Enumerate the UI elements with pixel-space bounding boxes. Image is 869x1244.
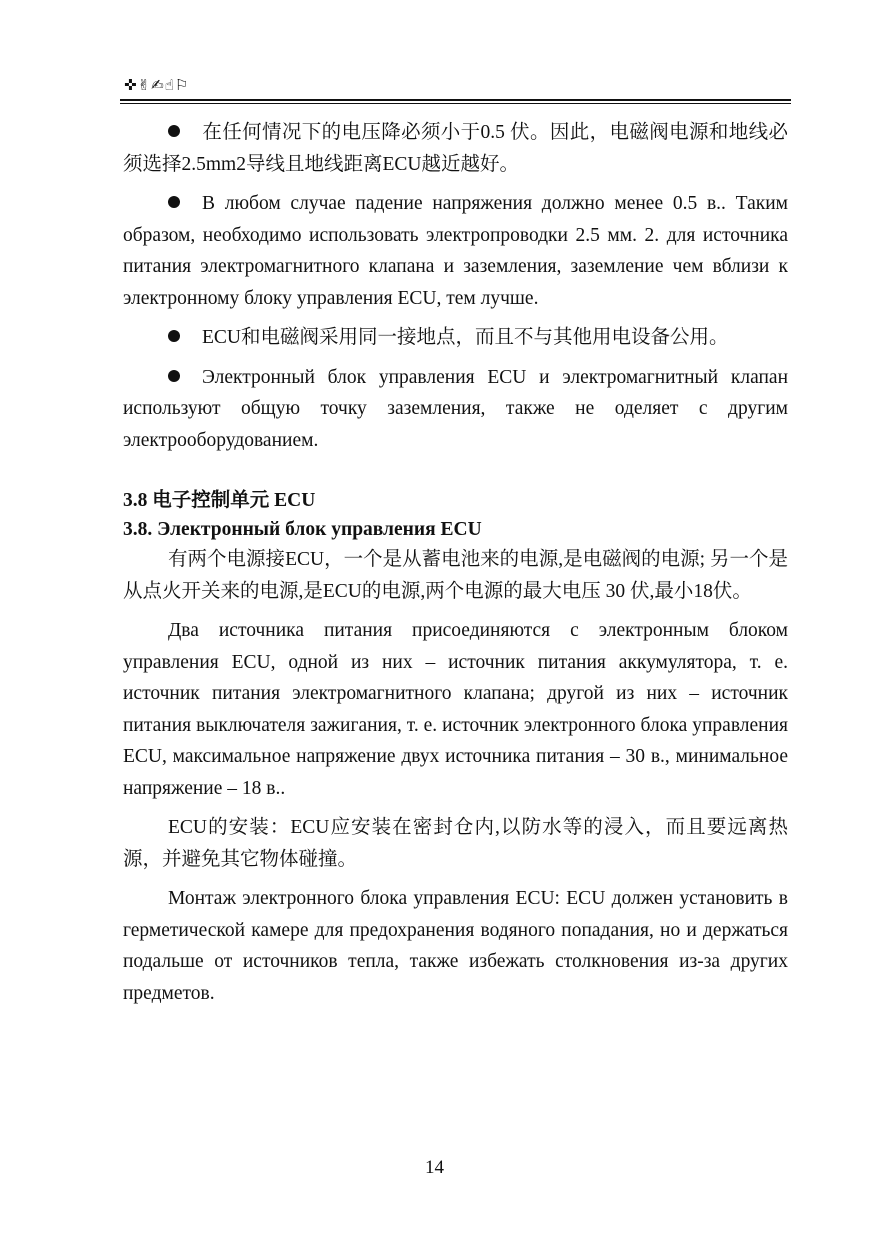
section-heading-ru: 3.8. Электронный блок управления ECU — [123, 519, 482, 540]
bullet-item — [123, 362, 788, 457]
bullet-item — [123, 117, 788, 180]
body-paragraph: ECU的安装：ECU应安装在密封仓内,以防水等的浸入，而且要远离热源，并避免其它物体碰撞。 — [123, 817, 788, 870]
bullet-paragraph — [123, 322, 788, 354]
header-rule-thick-line — [120, 99, 791, 101]
header-wingdings-icons: ✜✌✍☝⚐ — [124, 76, 190, 94]
bullet-dot-icon — [168, 125, 180, 137]
bullet-item — [123, 188, 788, 314]
page-number: 14 — [425, 1157, 444, 1178]
body-paragraph: Монтаж электронного блока управления ECU: ECU должен установить в герметической камере для предохранения водяного попадания, но и держаться подальше от источников тепла, также избежать столкновения из-за других предметов. — [123, 888, 788, 1004]
header-rule-thin-line — [120, 103, 791, 104]
bullet-paragraph — [123, 117, 788, 180]
bullet-paragraph — [123, 362, 788, 457]
section-spacer — [123, 464, 788, 486]
bullet-text: ECU和电磁阀采用同一接地点，而且不与其他用电设备公用。 — [202, 327, 729, 348]
bullet-dot-icon — [168, 370, 180, 382]
bullet-item — [123, 322, 788, 354]
bullet-text: Электронный блок управления ECU и электромагнитный клапан используют общую точку заземления, также не оделяет с другим электрооборудованием. — [123, 366, 788, 451]
bullet-paragraph — [123, 188, 788, 314]
header-rule — [120, 99, 791, 105]
bullet-text: 在任何情况下的电压降必须小于0.5 伏。因此，电磁阀电源和地线必须选择2.5mm2导线且地线距离ECU越近越好。 — [123, 122, 788, 175]
bullet-text: В любом случае падение напряжения должно менее 0.5 в.. Таким образом, необходимо использовать электропроводки 2.5 мм. 2. для источника питания электромагнитного клапана и заземления, заземление чем вблизи к электронному блоку управления ECU, тем лучше. — [123, 193, 788, 309]
body-paragraph: Два источника питания присоединяются с электронным блоком управления ECU, одной из них – источник питания аккумулятора, т. е. источник питания электромагнитного клапана; другой из них – источник питания выключателя зажигания, т. е. источник электронного блока управления ECU, максимальное напряжение двух источника питания – 30 в., минимальное напряжение – 18 в.. — [123, 620, 788, 799]
body-paragraph: 有两个电源接ECU，一个是从蓄电池来的电源,是电磁阀的电源; 另一个是从点火开关来的电源,是ECU的电源,两个电源的最大电压 30 伏,最小18伏。 — [123, 549, 788, 602]
bullet-dot-icon — [168, 330, 180, 342]
bullet-dot-icon — [168, 196, 180, 208]
page-content — [123, 117, 788, 1009]
section-heading-zh: 3.8 电子控制单元 ECU — [123, 490, 316, 511]
